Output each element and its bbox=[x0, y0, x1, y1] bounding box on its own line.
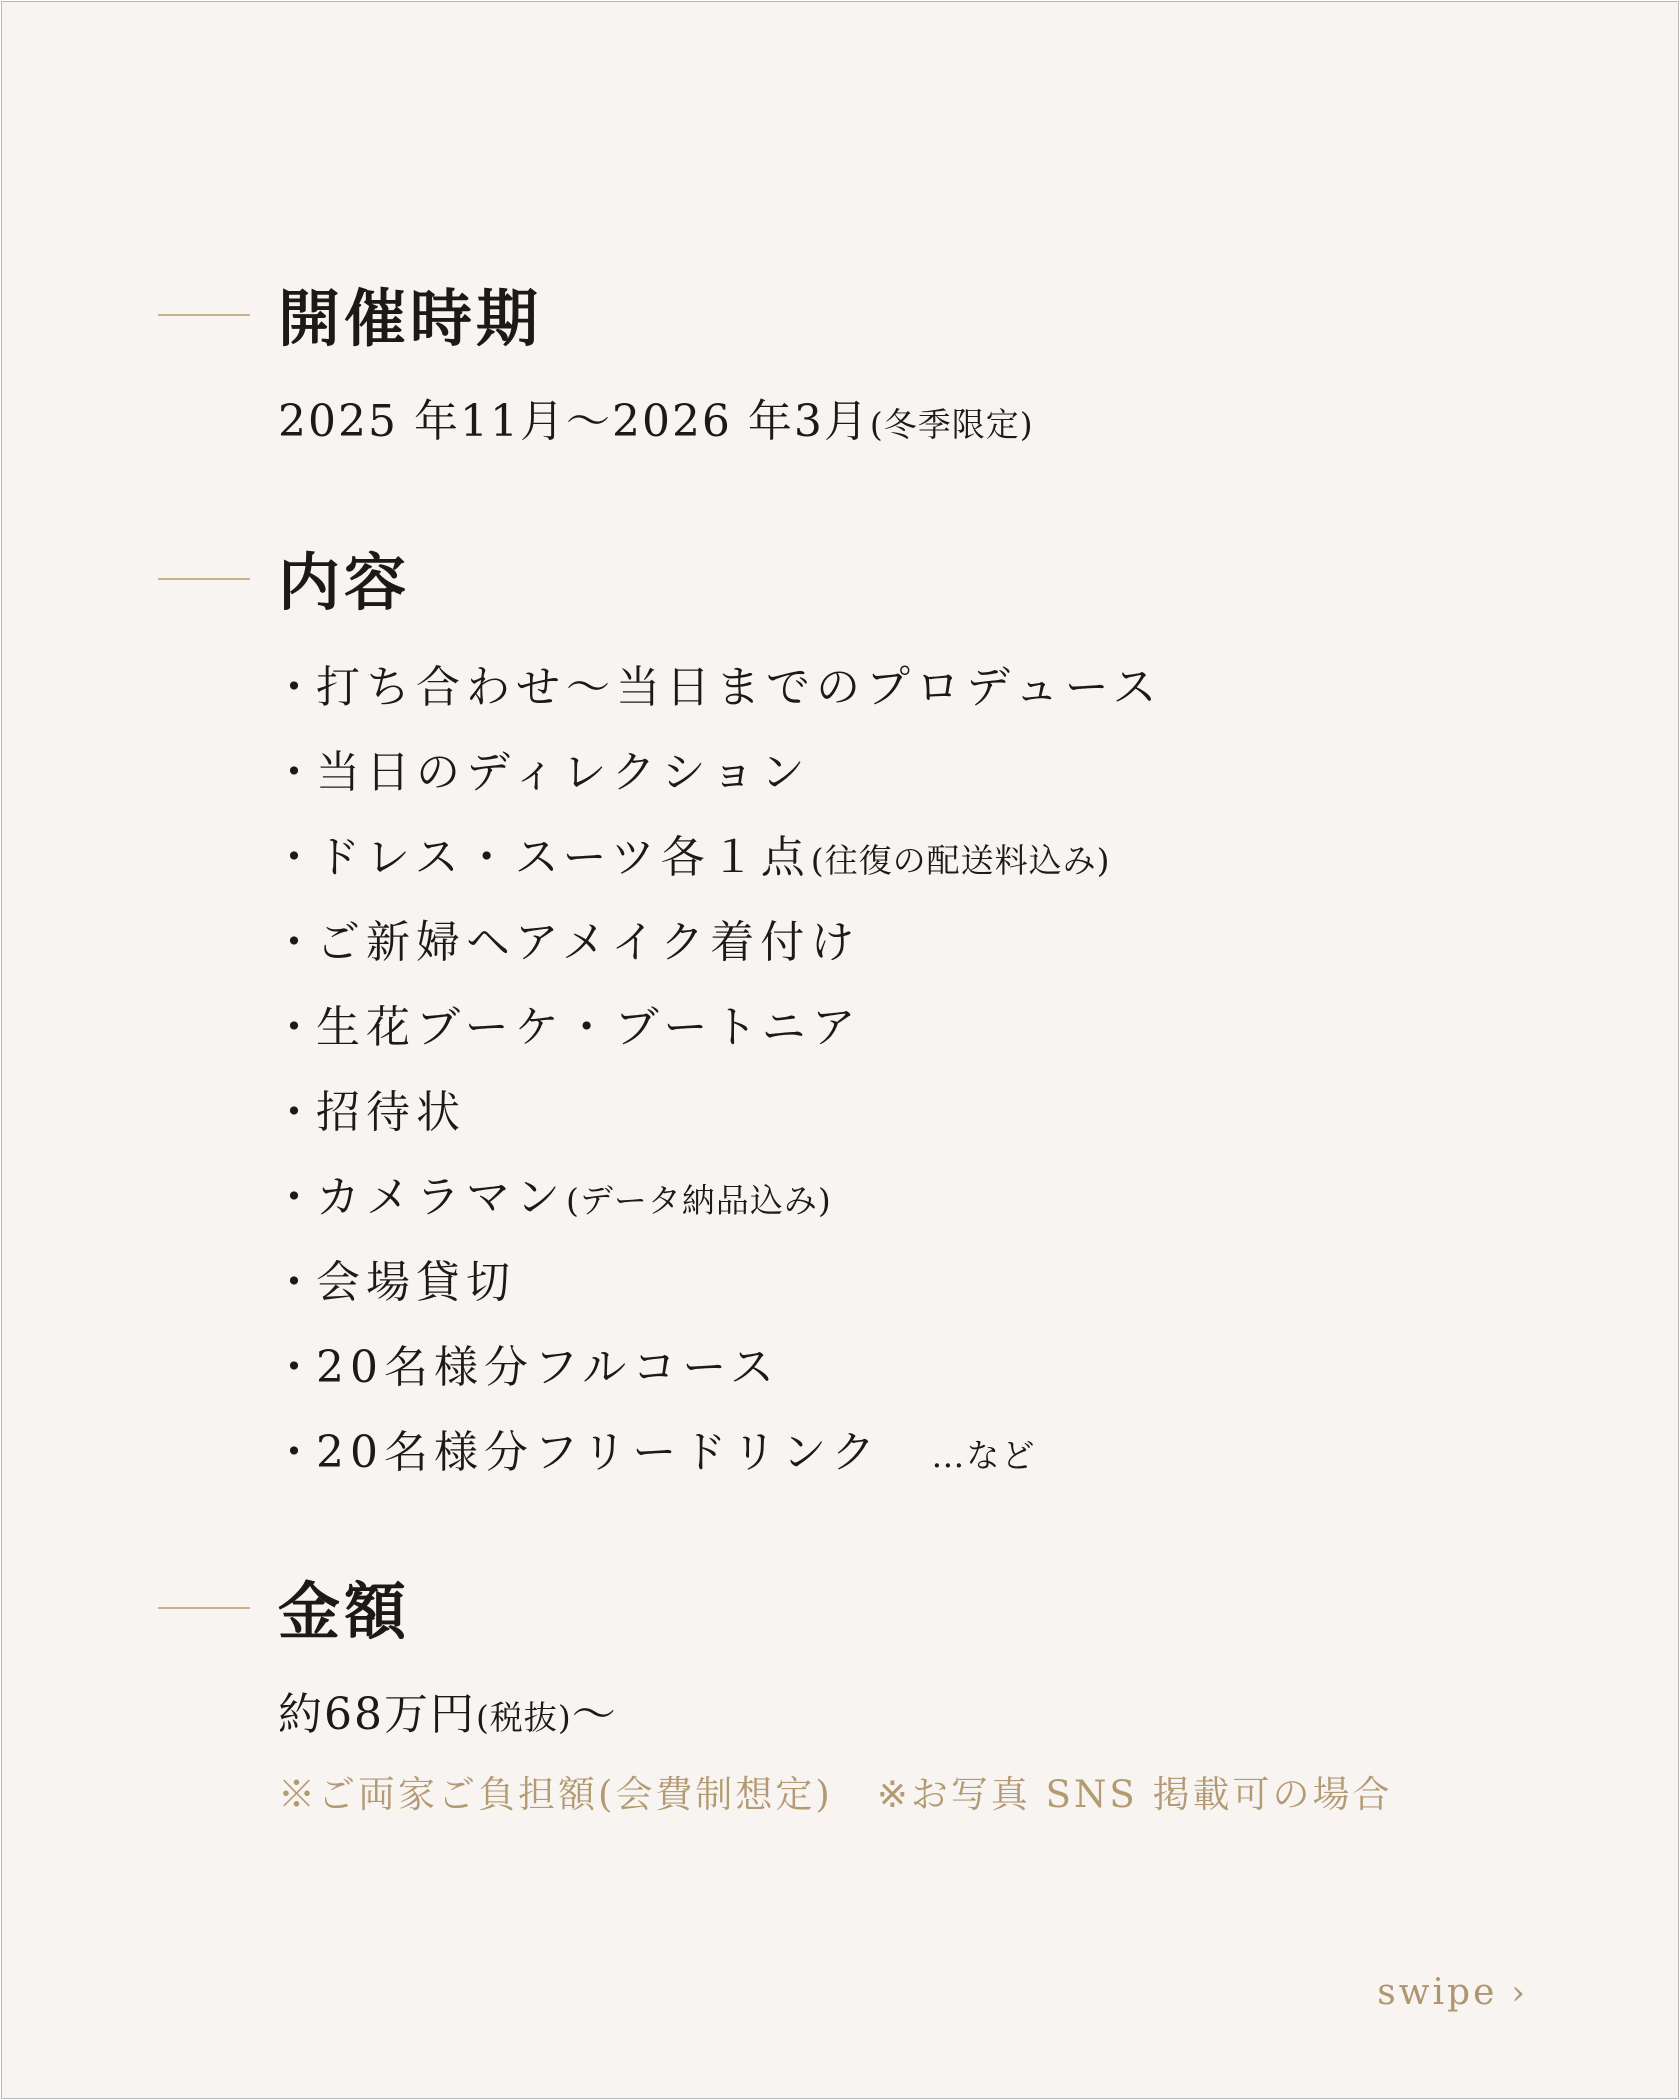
swipe-hint[interactable] bbox=[1377, 1968, 1528, 2018]
price-section bbox=[2, 1567, 1678, 1816]
period-heading-row bbox=[2, 274, 1678, 364]
price-heading-row bbox=[2, 1567, 1678, 1657]
list-item-text: 20名様分フルコース bbox=[316, 1342, 781, 1393]
chevron-right-icon: › bbox=[1511, 1973, 1528, 2013]
price-notes bbox=[278, 1765, 1392, 1825]
bullet: ・ bbox=[272, 1172, 322, 1223]
list-item-text: 会場貸切 bbox=[316, 1257, 516, 1308]
list-item-note: (データ納品込み) bbox=[566, 1181, 832, 1220]
bullet: ・ bbox=[272, 832, 322, 883]
list-item bbox=[272, 1253, 1162, 1338]
list-item-text: 招待状 bbox=[316, 1087, 466, 1138]
list-item bbox=[272, 998, 1162, 1083]
list-item bbox=[272, 658, 1162, 743]
list-item bbox=[272, 743, 1162, 828]
heading-rule bbox=[158, 578, 250, 580]
price-tax-note: (税抜) bbox=[476, 1698, 572, 1737]
contents-list bbox=[272, 658, 1162, 1508]
list-item-text: カメラマン bbox=[316, 1172, 566, 1223]
list-item bbox=[272, 1168, 1162, 1253]
list-suffix: …など bbox=[931, 1436, 1037, 1475]
list-item bbox=[272, 1338, 1162, 1423]
period-section bbox=[2, 274, 1678, 447]
bullet: ・ bbox=[272, 1087, 322, 1138]
list-item bbox=[272, 828, 1162, 913]
bullet: ・ bbox=[272, 917, 322, 968]
list-item-text: 生花ブーケ・ブートニア bbox=[316, 1002, 862, 1053]
list-item-note: (往復の配送料込み) bbox=[810, 841, 1111, 880]
period-note: (冬季限定) bbox=[869, 405, 1034, 444]
period-text bbox=[278, 392, 1034, 455]
contents-heading-row bbox=[2, 538, 1678, 628]
list-item bbox=[272, 1083, 1162, 1168]
heading-rule bbox=[158, 314, 250, 316]
period-main: 2025 年11月～2026 年3月 bbox=[278, 396, 870, 447]
price-main: 約68万円 bbox=[278, 1689, 476, 1740]
price-heading: 金額 bbox=[278, 1575, 411, 1648]
swipe-label: swipe bbox=[1377, 1972, 1498, 2013]
bullet: ・ bbox=[272, 747, 322, 798]
contents-heading: 内容 bbox=[278, 546, 411, 619]
list-item-text: 20名様分フリードリンク bbox=[316, 1427, 882, 1478]
price-note-1: ※ご両家ご負担額(会費制想定) bbox=[278, 1773, 833, 1816]
list-item-text: ドレス・スーツ各１点 bbox=[316, 832, 811, 883]
list-item-text: ご新婦ヘアメイク着付け bbox=[316, 917, 861, 968]
bullet: ・ bbox=[272, 1257, 322, 1308]
list-item bbox=[272, 913, 1162, 998]
bullet: ・ bbox=[272, 1342, 322, 1393]
info-card bbox=[1, 1, 1679, 2099]
period-heading: 開催時期 bbox=[278, 282, 543, 355]
list-item bbox=[272, 1423, 1162, 1508]
list-item-text: 当日のディレクション bbox=[316, 747, 811, 798]
price-text bbox=[278, 1685, 618, 1748]
list-item-text: 打ち合わせ～当日までのプロデュース bbox=[316, 662, 1163, 713]
contents-section bbox=[2, 538, 1678, 1478]
heading-rule bbox=[158, 1607, 250, 1609]
bullet: ・ bbox=[272, 1002, 322, 1053]
bullet: ・ bbox=[272, 662, 322, 713]
price-note-2: ※お写真 SNS 掲載可の場合 bbox=[876, 1773, 1393, 1816]
bullet: ・ bbox=[272, 1427, 322, 1478]
price-tilde: ～ bbox=[571, 1689, 618, 1740]
